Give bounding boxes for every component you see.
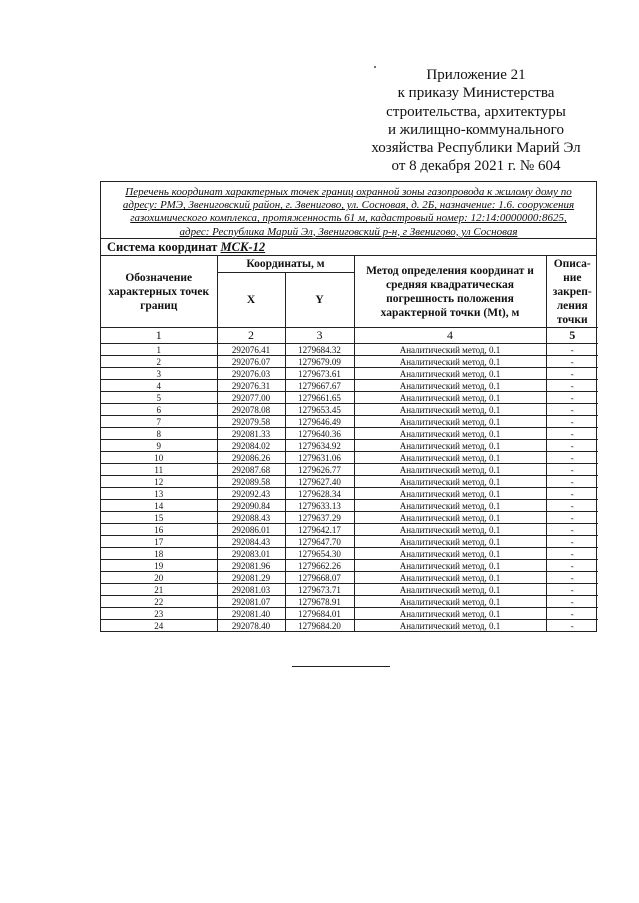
y-cell: 1279646.49 [285, 416, 354, 428]
point-id-cell: 10 [101, 452, 217, 464]
coordinates-table [101, 256, 598, 631]
header-method: Метод определения координат и средняя квадратическая погрешность положения характерной точки (Mt), м [354, 256, 546, 328]
caption-line: адрес: Республика Марий Эл, Звениговский р-н, г Звенигово, ул Сосновая [179, 225, 518, 238]
column-number: 2 [217, 328, 285, 344]
table-row [101, 596, 598, 608]
x-cell: 292076.31 [217, 380, 285, 392]
point-id-cell: 19 [101, 560, 217, 572]
header-description: Описа-ние закреп-ления точки [546, 256, 598, 328]
method-cell: Аналитический метод, 0.1 [354, 344, 546, 356]
y-cell: 1279637.29 [285, 512, 354, 524]
x-cell: 292078.08 [217, 404, 285, 416]
y-cell: 1279661.65 [285, 392, 354, 404]
method-cell: Аналитический метод, 0.1 [354, 380, 546, 392]
table-row [101, 416, 598, 428]
point-id-cell: 9 [101, 440, 217, 452]
coordinate-system-label: Система координат [107, 240, 221, 254]
table-row [101, 344, 598, 356]
document-caption [101, 182, 596, 239]
description-cell: - [546, 440, 598, 452]
point-id-cell: 1 [101, 344, 217, 356]
x-cell: 292081.03 [217, 584, 285, 596]
x-cell: 292090.84 [217, 500, 285, 512]
y-cell: 1279678.91 [285, 596, 354, 608]
signature-line [292, 666, 390, 667]
method-cell: Аналитический метод, 0.1 [354, 572, 546, 584]
x-cell: 292087.68 [217, 464, 285, 476]
point-id-cell: 3 [101, 368, 217, 380]
description-cell: - [546, 500, 598, 512]
y-cell: 1279668.07 [285, 572, 354, 584]
y-cell: 1279631.06 [285, 452, 354, 464]
y-cell: 1279679.09 [285, 356, 354, 368]
description-cell: - [546, 536, 598, 548]
point-id-cell: 6 [101, 404, 217, 416]
header-coords: Координаты, м [217, 256, 354, 273]
x-cell: 292084.43 [217, 536, 285, 548]
table-row [101, 620, 598, 632]
y-cell: 1279684.01 [285, 608, 354, 620]
method-cell: Аналитический метод, 0.1 [354, 512, 546, 524]
method-cell: Аналитический метод, 0.1 [354, 524, 546, 536]
y-cell: 1279628.34 [285, 488, 354, 500]
table-row [101, 512, 598, 524]
header-point: Обозначение характерных точек границ [101, 256, 217, 328]
x-cell: 292081.07 [217, 596, 285, 608]
x-cell: 292079.58 [217, 416, 285, 428]
appendix-line: от 8 декабря 2021 г. № 604 [391, 158, 561, 175]
x-cell: 292092.43 [217, 488, 285, 500]
x-cell: 292076.07 [217, 356, 285, 368]
method-cell: Аналитический метод, 0.1 [354, 356, 546, 368]
point-id-cell: 12 [101, 476, 217, 488]
point-id-cell: 2 [101, 356, 217, 368]
y-cell: 1279653.45 [285, 404, 354, 416]
method-cell: Аналитический метод, 0.1 [354, 584, 546, 596]
method-cell: Аналитический метод, 0.1 [354, 476, 546, 488]
description-cell: - [546, 512, 598, 524]
table-row [101, 500, 598, 512]
method-cell: Аналитический метод, 0.1 [354, 464, 546, 476]
description-cell: - [546, 476, 598, 488]
description-cell: - [546, 356, 598, 368]
column-number-row [101, 328, 598, 344]
table-row [101, 524, 598, 536]
point-id-cell: 21 [101, 584, 217, 596]
y-cell: 1279673.71 [285, 584, 354, 596]
point-id-cell: 4 [101, 380, 217, 392]
y-cell: 1279627.40 [285, 476, 354, 488]
method-cell: Аналитический метод, 0.1 [354, 368, 546, 380]
y-cell: 1279684.32 [285, 344, 354, 356]
table-row [101, 476, 598, 488]
table-row [101, 392, 598, 404]
point-id-cell: 18 [101, 548, 217, 560]
method-cell: Аналитический метод, 0.1 [354, 452, 546, 464]
description-cell: - [546, 596, 598, 608]
description-cell: - [546, 572, 598, 584]
method-cell: Аналитический метод, 0.1 [354, 404, 546, 416]
table-row [101, 440, 598, 452]
point-id-cell: 17 [101, 536, 217, 548]
appendix-line: и жилищно-коммунального [388, 121, 564, 138]
point-id-cell: 8 [101, 428, 217, 440]
caption-line: Перечень координат характерных точек границ охранной зоны газопровода к жилому дому по [125, 186, 572, 198]
appendix-line: к приказу Министерства [397, 85, 555, 102]
point-id-cell: 13 [101, 488, 217, 500]
description-cell: - [546, 560, 598, 572]
x-cell: 292077.00 [217, 392, 285, 404]
x-cell: 292078.40 [217, 620, 285, 632]
description-cell: - [546, 392, 598, 404]
method-cell: Аналитический метод, 0.1 [354, 416, 546, 428]
description-cell: - [546, 344, 598, 356]
description-cell: - [546, 548, 598, 560]
column-number: 4 [354, 328, 546, 344]
method-cell: Аналитический метод, 0.1 [354, 536, 546, 548]
y-cell: 1279626.77 [285, 464, 354, 476]
table-row [101, 464, 598, 476]
table-row [101, 452, 598, 464]
appendix-line: Приложение 21 [426, 67, 526, 83]
x-cell: 292089.58 [217, 476, 285, 488]
table-row [101, 536, 598, 548]
y-cell: 1279662.26 [285, 560, 354, 572]
column-number: 1 [101, 328, 217, 344]
method-cell: Аналитический метод, 0.1 [354, 488, 546, 500]
point-id-cell: 16 [101, 524, 217, 536]
description-cell: - [546, 488, 598, 500]
method-cell: Аналитический метод, 0.1 [354, 620, 546, 632]
method-cell: Аналитический метод, 0.1 [354, 548, 546, 560]
description-cell: - [546, 620, 598, 632]
x-cell: 292088.43 [217, 512, 285, 524]
table-row [101, 368, 598, 380]
table-row [101, 404, 598, 416]
method-cell: Аналитический метод, 0.1 [354, 596, 546, 608]
appendix-header [360, 66, 592, 176]
table-row [101, 608, 598, 620]
column-number: 5 [546, 328, 598, 344]
method-cell: Аналитический метод, 0.1 [354, 560, 546, 572]
x-cell: 292081.40 [217, 608, 285, 620]
y-cell: 1279684.20 [285, 620, 354, 632]
table-row [101, 584, 598, 596]
y-cell: 1279667.67 [285, 380, 354, 392]
description-cell: - [546, 464, 598, 476]
caption-line: адресу: РМЭ, Звениговский район, г. Звенигово, ул. Сосновая, д. 2Б, назначение: 1.6. сооружения [122, 199, 575, 212]
point-id-cell: 24 [101, 620, 217, 632]
description-cell: - [546, 584, 598, 596]
y-cell: 1279647.70 [285, 536, 354, 548]
point-id-cell: 20 [101, 572, 217, 584]
method-cell: Аналитический метод, 0.1 [354, 392, 546, 404]
point-id-cell: 5 [101, 392, 217, 404]
point-id-cell: 22 [101, 596, 217, 608]
description-cell: - [546, 524, 598, 536]
table-row [101, 380, 598, 392]
table-row [101, 572, 598, 584]
table-row [101, 356, 598, 368]
description-cell: - [546, 380, 598, 392]
appendix-line: строительства, архитектуры [386, 103, 566, 120]
x-cell: 292076.03 [217, 368, 285, 380]
description-cell: - [546, 368, 598, 380]
y-cell: 1279640.36 [285, 428, 354, 440]
method-cell: Аналитический метод, 0.1 [354, 500, 546, 512]
point-id-cell: 14 [101, 500, 217, 512]
coordinate-system [101, 239, 596, 256]
x-cell: 292083.01 [217, 548, 285, 560]
appendix-line: хозяйства Республики Марий Эл [371, 140, 581, 157]
method-cell: Аналитический метод, 0.1 [354, 608, 546, 620]
description-cell: - [546, 452, 598, 464]
point-id-cell: 11 [101, 464, 217, 476]
point-id-cell: 23 [101, 608, 217, 620]
x-cell: 292086.26 [217, 452, 285, 464]
y-cell: 1279634.92 [285, 440, 354, 452]
table-body [101, 344, 598, 632]
y-cell: 1279654.30 [285, 548, 354, 560]
table-header-row [101, 256, 598, 273]
x-cell: 292076.41 [217, 344, 285, 356]
x-cell: 292086.01 [217, 524, 285, 536]
point-id-cell: 7 [101, 416, 217, 428]
method-cell: Аналитический метод, 0.1 [354, 428, 546, 440]
y-cell: 1279633.13 [285, 500, 354, 512]
y-cell: 1279642.17 [285, 524, 354, 536]
x-cell: 292081.33 [217, 428, 285, 440]
caption-line: газохимического комплекса, протяженность 61 м, кадастровый номер: 12:14:0000000:8625, [130, 212, 567, 225]
x-cell: 292084.02 [217, 440, 285, 452]
x-cell: 292081.29 [217, 572, 285, 584]
y-cell: 1279673.61 [285, 368, 354, 380]
table-row [101, 488, 598, 500]
header-x: X [217, 273, 285, 328]
table-row [101, 560, 598, 572]
table-row [101, 428, 598, 440]
column-number: 3 [285, 328, 354, 344]
x-cell: 292081.96 [217, 560, 285, 572]
description-cell: - [546, 608, 598, 620]
table-row [101, 548, 598, 560]
header-y: Y [285, 273, 354, 328]
coordinates-document [100, 181, 597, 632]
method-cell: Аналитический метод, 0.1 [354, 440, 546, 452]
coordinate-system-name: МСК-12 [220, 240, 266, 254]
description-cell: - [546, 404, 598, 416]
point-id-cell: 15 [101, 512, 217, 524]
description-cell: - [546, 428, 598, 440]
description-cell: - [546, 416, 598, 428]
